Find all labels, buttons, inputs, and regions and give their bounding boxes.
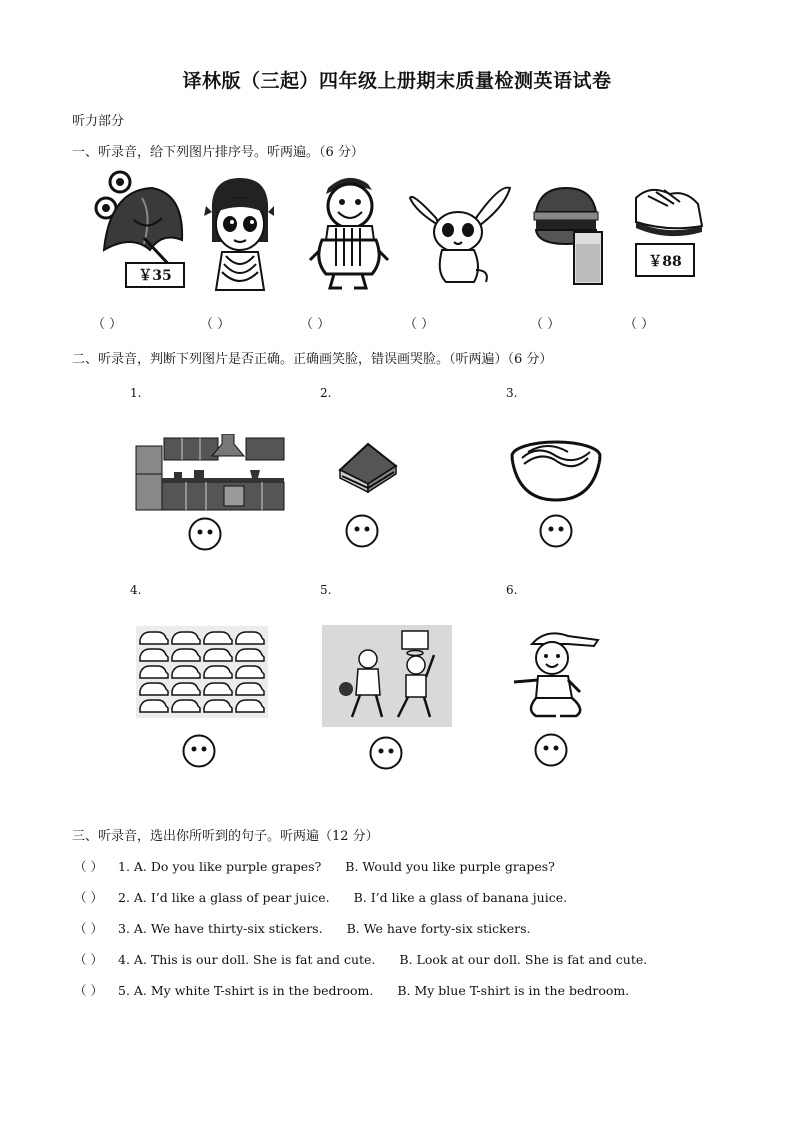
answer-blank-5[interactable]: （ ）	[530, 317, 561, 332]
section3-heading: 三、听录音，选出你所听到的句子。听两遍（12 分）	[72, 829, 379, 844]
face-answer-circle[interactable]	[534, 733, 568, 767]
answer-blank-6[interactable]: （ ）	[624, 317, 655, 332]
question-row	[74, 981, 629, 999]
item-number: 1.	[130, 386, 142, 400]
answer-blank-4[interactable]: （ ）	[404, 317, 435, 332]
shoes-icon	[628, 176, 708, 286]
answer-blank-1[interactable]: （ ）	[92, 317, 123, 332]
answer-blank[interactable]: （ ）	[74, 921, 103, 936]
answer-blank-2[interactable]: （ ）	[200, 317, 231, 332]
noodles-icon	[508, 436, 604, 504]
section1-heading: 一、听录音，给下列图片排序号。听两遍。（6 分）	[72, 145, 364, 160]
item-number: 3.	[506, 386, 518, 400]
basketball-icon	[322, 625, 452, 727]
option-b: B. My blue T-shirt is in the bedroom.	[397, 983, 630, 998]
face-answer-circle[interactable]	[182, 734, 216, 768]
answer-blank[interactable]: （ ）	[74, 890, 103, 905]
answer-blank-3[interactable]: （ ）	[300, 317, 331, 332]
option-a: 4. A. This is our doll. She is fat and cute.	[118, 952, 376, 967]
umbrella-icon	[92, 170, 190, 290]
option-a: 3. A. We have thirty-six stickers.	[118, 921, 323, 936]
option-b: B. I’d like a glass of banana juice.	[353, 890, 568, 905]
girl-icon	[198, 172, 280, 294]
option-a: 5. A. My white T-shirt is in the bedroom.	[118, 983, 374, 998]
boy-icon	[506, 626, 602, 720]
answer-blank[interactable]: （ ）	[74, 859, 103, 874]
option-a: 1. A. Do you like purple grapes?	[118, 859, 322, 874]
question-row	[74, 950, 647, 968]
snowman-icon	[306, 170, 392, 294]
page-title: 译林版（三起）四年级上册期末质量检测英语试卷	[182, 70, 612, 92]
price-tag-shoes: ￥88	[648, 254, 682, 270]
section2-heading: 二、听录音，判断下列图片是否正确。正确画笑脸，错误画哭脸。（听两遍）（6 分）	[72, 352, 553, 367]
price-tag-umbrella: ￥35	[138, 268, 172, 284]
listening-label: 听力部分	[72, 114, 125, 129]
item-number: 5.	[320, 583, 332, 597]
option-a: 2. A. I’d like a glass of pear juice.	[118, 890, 330, 905]
option-b: B. Look at our doll. She is fat and cute.	[399, 952, 648, 967]
cars-icon	[136, 626, 268, 718]
face-answer-circle[interactable]	[539, 514, 573, 548]
burger-juice-icon	[532, 182, 612, 290]
sandwich-icon	[334, 436, 400, 498]
face-answer-circle[interactable]	[369, 736, 403, 770]
item-number: 4.	[130, 583, 142, 597]
face-answer-circle[interactable]	[345, 514, 379, 548]
question-row	[74, 919, 531, 937]
option-b: B. Would you like purple grapes?	[345, 859, 555, 874]
option-b: B. We have forty-six stickers.	[346, 921, 531, 936]
answer-blank[interactable]: （ ）	[74, 952, 103, 967]
question-row	[74, 857, 555, 875]
question-row	[74, 888, 567, 906]
face-answer-circle[interactable]	[188, 517, 222, 551]
item-number: 6.	[506, 583, 518, 597]
kitchen-icon	[134, 434, 286, 512]
item-number: 2.	[320, 386, 332, 400]
answer-blank[interactable]: （ ）	[74, 983, 103, 998]
rabbit-icon	[406, 178, 516, 288]
